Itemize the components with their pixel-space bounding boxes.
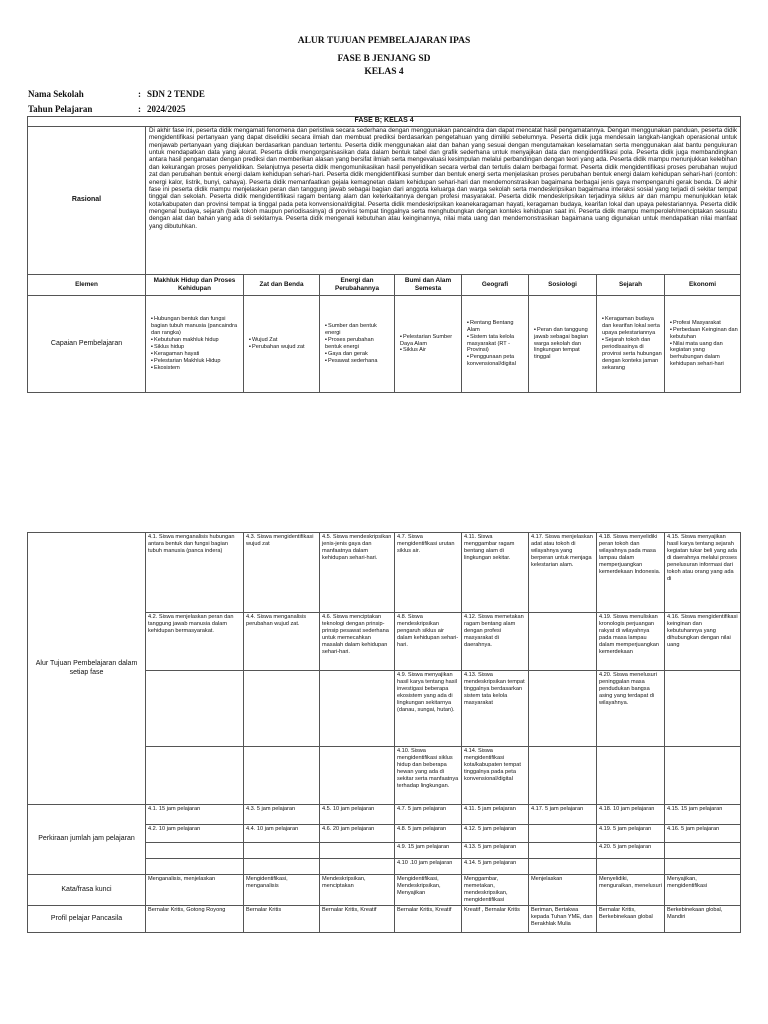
- jam-cell: [244, 843, 320, 859]
- jam-cell: 4.4. 10 jam pelajaran: [244, 825, 320, 843]
- atp-cell: [529, 613, 597, 671]
- column-header: Energi dan Perubahannya: [320, 275, 395, 296]
- atp-table: [27, 532, 741, 933]
- atp-cell: 4.8. Siswa mendeskripsikan pengaruh siklus air dalam kehidupan sehari-hari.: [395, 613, 462, 671]
- atp-cell: 4.6. Siswa menciptakan teknologi dengan prinsip-prinsip pesawat sederhana untuk memecahkan masalah dalam kehidupan sehari-hari.: [320, 613, 395, 671]
- column-header: Makhluk Hidup dan Proses Kehidupan: [146, 275, 244, 296]
- capaian-item: ▪ Rentang Bentang Alam: [467, 320, 526, 334]
- kata-cell: Menggambar, memetakan, mendeskripsikan, mengidentifikasi: [462, 875, 529, 906]
- atp-cell: [146, 671, 244, 747]
- cp-table: [27, 116, 741, 393]
- jam-cell: 4.17. 5 jam pelajaran: [529, 805, 597, 825]
- atp-cell: [529, 747, 597, 805]
- atp-cell: 4.19. Siswa menuliskan kronologis perjuangan rakyat di wilayahnya pada masa lampau dalam memperjuangkan kemerdekaan: [597, 613, 665, 671]
- jam-cell: 4.2. 10 jam pelajaran: [146, 825, 244, 843]
- kata-cell: Mendeskripsikan, menciptakan: [320, 875, 395, 906]
- school-colon: :: [138, 89, 141, 99]
- kata-cell: Menyajikan, mengidentifikasi: [665, 875, 741, 906]
- capaian-item: ▪ Kebutuhan makhluk hidup: [151, 337, 241, 344]
- atp-cell: [320, 671, 395, 747]
- column-header: Zat dan Benda: [244, 275, 320, 296]
- profil-cell: Bernalar Kritis, Kreatif: [320, 906, 395, 933]
- capaian-item: ▪ Sejarah tokoh dan periodisasinya di provinsi serta hubungan dengan konteks jaman sekarang: [602, 337, 662, 372]
- jam-cell: 4.15. 15 jam pelajaran: [665, 805, 741, 825]
- atp-cell: 4.13. Siswa mendeskripsikan tempat tinggalnya berdasarkan sistem tata kelola masyarakat: [462, 671, 529, 747]
- jam-cell: [529, 859, 597, 875]
- atp-cell: 4.9. Siswa menyajikan hasil karya tentang hasil investigasi beberapa ekosistem yang ada di lingkungan sekitarnya (danau, sungai, hutan).: [395, 671, 462, 747]
- capaian-cell: [146, 296, 244, 393]
- jam-cell: 4.14. 5 jam pelajaran: [462, 859, 529, 875]
- atp-cell: [146, 747, 244, 805]
- kata-cell: Menganalisis, menjelaskan: [146, 875, 244, 906]
- jam-cell: [146, 843, 244, 859]
- kata-cell: Menyelidiki, menguraikan, menelusuri: [597, 875, 665, 906]
- jam-cell: [146, 859, 244, 875]
- elemen-header: Elemen: [28, 275, 146, 296]
- profil-cell: Bernalar Kritis: [244, 906, 320, 933]
- capaian-cell: [665, 296, 741, 393]
- capaian-item: ▪ Wujud Zat: [249, 337, 317, 344]
- jam-cell: [665, 859, 741, 875]
- kata-cell: Menjelaskan: [529, 875, 597, 906]
- column-header: Sosiologi: [529, 275, 597, 296]
- atp-cell: [244, 671, 320, 747]
- atp-cell: 4.2. Siswa menjelaskan peran dan tanggung jawab manusia dalam kehidupan bermasyarakat.: [146, 613, 244, 671]
- capaian-item: ▪ Hubungan bentuk dan fungsi bagian tubuh manusia (pancaindra dan rangka): [151, 316, 241, 337]
- capaian-item: ▪ Perubahan wujud zat: [249, 344, 317, 351]
- column-header: Bumi dan Alam Semesta: [395, 275, 462, 296]
- kata-cell: Mengidentifikasi, Mendeskripsikan, Menyajikan: [395, 875, 462, 906]
- atp-cell: 4.11. Siswa menggambar ragam bentang alam di lingkungan sekitar.: [462, 533, 529, 613]
- capaian-cell: [244, 296, 320, 393]
- jam-cell: 4.8. 5 jam pelajaran: [395, 825, 462, 843]
- capaian-item: ▪ Pelestarian Makhluk Hidup: [151, 358, 241, 365]
- jam-cell: 4.12. 5 jam pelajaran: [462, 825, 529, 843]
- capaian-item: ▪ Pelestarian Sumber Daya Alam: [400, 334, 459, 348]
- capaian-item: ▪ Keragaman budaya dan kearifan lokal serta upaya pelestariannya: [602, 316, 662, 337]
- profil-cell: Bernalar Kritis, Gotong Royong: [146, 906, 244, 933]
- year-label: Tahun Pelajaran: [28, 104, 93, 114]
- jam-cell: [320, 843, 395, 859]
- atp-cell: [665, 671, 741, 747]
- jam-cell: 4.11. 5 jam pelajaran: [462, 805, 529, 825]
- rasional-label: Rasional: [28, 127, 146, 275]
- year-colon: :: [138, 104, 141, 114]
- capaian-item: ▪ Proses perubahan bentuk energi: [325, 337, 392, 351]
- atp-cell: 4.4. Siswa menganalisis perubahan wujud zat.: [244, 613, 320, 671]
- jam-cell: 4.18. 10 jam pelajaran: [597, 805, 665, 825]
- jam-cell: 4.16. 5 jam pelajaran: [665, 825, 741, 843]
- document-class: KELAS 4: [364, 67, 404, 77]
- column-header: Ekonomi: [665, 275, 741, 296]
- document-title: ALUR TUJUAN PEMBELAJARAN IPAS: [297, 36, 471, 46]
- atp-cell: 4.14. Siswa mengidentifikasi kota/kabupaten tempat tinggalnya pada peta konvensional/digital: [462, 747, 529, 805]
- kata-label: Kata/frasa kunci: [28, 875, 146, 906]
- profil-cell: Bernalar Kritis, Kreatif: [395, 906, 462, 933]
- atp-cell: 4.16. Siswa mengidentifikasi keinginan dan kebutuhannya yang dihubungkan dengan nilai uang: [665, 613, 741, 671]
- capaian-label: Capaian Pembelajaran: [28, 296, 146, 393]
- atp-cell: 4.7. Siswa mengidentifikasi urutan siklus air.: [395, 533, 462, 613]
- capaian-item: ▪ Ekosistem: [151, 365, 241, 372]
- capaian-item: ▪ Perbedaan Keinginan dan kebutuhan: [670, 327, 738, 341]
- jam-cell: 4.6. 20 jam pelajaran: [320, 825, 395, 843]
- capaian-cell: [462, 296, 529, 393]
- jam-cell: 4.1. 15 jam pelajaran: [146, 805, 244, 825]
- atp-cell: 4.20. Siswa menelusuri peninggalan masa pendudukan bangsa asing yang terdapat di wilayahnya.: [597, 671, 665, 747]
- column-header: Geografi: [462, 275, 529, 296]
- capaian-item: ▪ Penggunaan peta konvensional/digital: [467, 354, 526, 368]
- profil-cell: Bernalar Kritis, Berkebinekaan global: [597, 906, 665, 933]
- capaian-cell: [597, 296, 665, 393]
- atp-cell: 4.15. Siswa menyajikan hasil karya tentang sejarah kegiatan tukar beli yang ada di daerahnya melalui proses penelusuran informasi dari tokoh atau orang yang ada di: [665, 533, 741, 613]
- profil-cell: Beriman, Bertakwa kepada Tuhan YME, dan Berakhlak Mulia: [529, 906, 597, 933]
- capaian-item: ▪ Profesi Masyarakat: [670, 320, 738, 327]
- jam-cell: 4.5. 10 jam pelajaran: [320, 805, 395, 825]
- capaian-item: ▪ Siklus Air: [400, 347, 459, 354]
- capaian-item: ▪ Sumber dan bentuk energi: [325, 323, 392, 337]
- year-value: 2024/2025: [147, 104, 186, 114]
- table-title: FASE B; KELAS 4: [28, 117, 741, 127]
- jam-cell: 4.3. 5 jam pelajaran: [244, 805, 320, 825]
- capaian-item: ▪ Keragaman hayati: [151, 351, 241, 358]
- atp-cell: [320, 747, 395, 805]
- atp-cell: [529, 671, 597, 747]
- profil-cell: Berkebinekaan global, Mandiri: [665, 906, 741, 933]
- capaian-item: ▪ Pesawat sederhana: [325, 358, 392, 365]
- atp-cell: 4.10. Siswa mengidentifikasi siklus hidup dan beberapa hewan yang ada di sekitar serta manfaatnya terhadap lingkungan.: [395, 747, 462, 805]
- capaian-item: ▪ Siklus hidup: [151, 344, 241, 351]
- atp-cell: 4.1. Siswa menganalisis hubungan antara bentuk dan fungsi bagian tubuh manusia (panca indera): [146, 533, 244, 613]
- rasional-text: Di akhir fase ini, peserta didik mengamati fenomena dan peristiwa secara sederhana dengan menggunakan pancaindra dan dapat mencatat hasil pengamatannya. Dengan menggunakan panduan, peserta didik mengidentifikasi pertanyaan yang dapat diselidiki secara ilmiah dan membuat prediksi berdasarkan pengetahuan yang dimiliki sebelumnya. Peserta didik juga mendesain langkah-langkah operasional untuk menjawab pertanyaan yang diajukan berdasarkan panduan tertentu. Peserta didik menggunakan alat dan bahan yang sesuai dengan mengutamakan keselamatan serta menggunakan alat bantu pengukuran untuk mendapatkan data yang akurat. Peserta didik mengorganisasikan data dalam bentuk tabel dan grafik sederhana untuk menyajikan data dan mengidentifikasi pola. Peserta didik juga membandingkan antara hasil pengamatan dengan prediksi dan memberikan alasan yang bersifat ilmiah serta mengevaluasi kesimpulan melalui perbandingan dengan teori yang ada. Peserta didik mampu menunjukkan kelebihan dan kekurangan proses penyelidikan. Selanjutnya peserta didik mengomunikasikan hasil penyelidikan secara verbal dan tertulis dalam berbagai format. Peserta didik mengidentifikasi proses perubahan wujud zat dan perubahan bentuk energi dalam kehidupan sehari-hari. Peserta didik mengidentifikasi sumber dan bentuk energi serta menjelaskan proses perubahan bentuk energi dalam kehidupan sehari-hari (contoh: energi kalor, listrik, bunyi, cahaya). Peserta didik memanfaatkan gejala kemagnetan dalam kehidupan sehari-hari dan mendemonstrasikan bagaimana berbagai jenis gaya mempengaruhi gerak benda. Di akhir fase ini peserta didik mampu menjelaskan peran dan tanggung jawab sebagai bagian dari anggota keluarga dan warga sekolah serta mendeskripsikan bagaimana interaksi sosial yang terjadi di sekitar tempat tinggal dan sekolah. Peserta didik mengidentifikasi ragam bentang alam dan keterkaitannya dengan profesi masyarakat. Peserta didik mendeskripsikan terjadinya siklus air dan mampu menunjukkan letak kota/kabupaten dan provinsi tempat ia tinggal pada peta konvensional/digital. Peserta didik mendeskripsikan keanekaragaman hayati, keragaman budaya, kearifan lokal dan upaya pelestariannya. Peserta didik mengenal budaya, sejarah (baik tokoh maupun periodisasinya) di provinsi tempat tinggalnya serta menghubungkan dengan konteks kehidupan saat ini. Peserta didik mampu memperoleh/menciptakan sesuatu dengan alat dan bahan yang ada di sekitarnya. Peserta didik mengenali kebutuhan atau keinginannya, nilai mata uang dan mendemonstrasikan bagaimana uang digunakan untuk mendapatkan nilai manfaat yang dibutuhkan.: [146, 127, 741, 275]
- jam-cell: [529, 843, 597, 859]
- atp-cell: 4.18. Siswa menyelidiki peran tokoh dan wilayahnya pada masa lampau dalam memperjuangkan kemerdekaan Indonesia.: [597, 533, 665, 613]
- jam-cell: 4.19. 5 jam pelajaran: [597, 825, 665, 843]
- atp-cell: [597, 747, 665, 805]
- kata-cell: Mengidentifikasi, menganalisis: [244, 875, 320, 906]
- school-value: SDN 2 TENDE: [147, 89, 205, 99]
- school-label: Nama Sekolah: [28, 89, 84, 99]
- atp-cell: 4.12. Siswa memetakan ragam bentang alam dengan profesi masyarakat di daerahnya.: [462, 613, 529, 671]
- atp-cell: [244, 747, 320, 805]
- atp-cell: 4.17. Siswa menjelaskan adat atau tokoh di wilayahnya yang berperan untuk menjaga kelestarian alam.: [529, 533, 597, 613]
- capaian-item: ▪ Nilai mata uang dan kegiatan yang berhubungan dalam kehidupan sehari-hari: [670, 341, 738, 369]
- atp-cell: 4.5. Siswa mendeskripsikan jenis-jenis gaya dan manfaatnya dalam kehidupan sehari-hari.: [320, 533, 395, 613]
- jam-cell: [244, 859, 320, 875]
- jam-cell: 4.7. 5 jam pelajaran: [395, 805, 462, 825]
- profil-cell: Kreatif , Bernalar Kritis: [462, 906, 529, 933]
- capaian-cell: [529, 296, 597, 393]
- atp-cell: 4.3. Siswa mengidentifikasi wujud zat: [244, 533, 320, 613]
- atp-label: Alur Tujuan Pembelajaran dalam setiap fase: [28, 533, 146, 805]
- jam-cell: [529, 825, 597, 843]
- profil-label: Profil pelajar Pancasila: [28, 906, 146, 933]
- jam-cell: [597, 859, 665, 875]
- jam-cell: [320, 859, 395, 875]
- capaian-cell: [320, 296, 395, 393]
- jam-cell: 4.20. 5 jam pelajaran: [597, 843, 665, 859]
- capaian-item: ▪ Sistem tata kelola masyarakat (RT - Provinsi): [467, 334, 526, 355]
- capaian-item: ▪ Gaya dan gerak: [325, 351, 392, 358]
- capaian-cell: [395, 296, 462, 393]
- jam-label: Perkiraan jumlah jam pelajaran: [28, 805, 146, 875]
- jam-cell: [665, 843, 741, 859]
- jam-cell: 4.10 .10 jam pelajaran: [395, 859, 462, 875]
- jam-cell: 4.13. 5 jam pelajaran: [462, 843, 529, 859]
- atp-cell: [665, 747, 741, 805]
- capaian-item: ▪ Peran dan tanggung jawab sebagai bagian warga sekolah dan lingkungan tempat tinggal: [534, 327, 594, 362]
- column-header: Sejarah: [597, 275, 665, 296]
- document-phase: FASE B JENJANG SD: [337, 54, 431, 64]
- jam-cell: 4.9. 15 jam pelajaran: [395, 843, 462, 859]
